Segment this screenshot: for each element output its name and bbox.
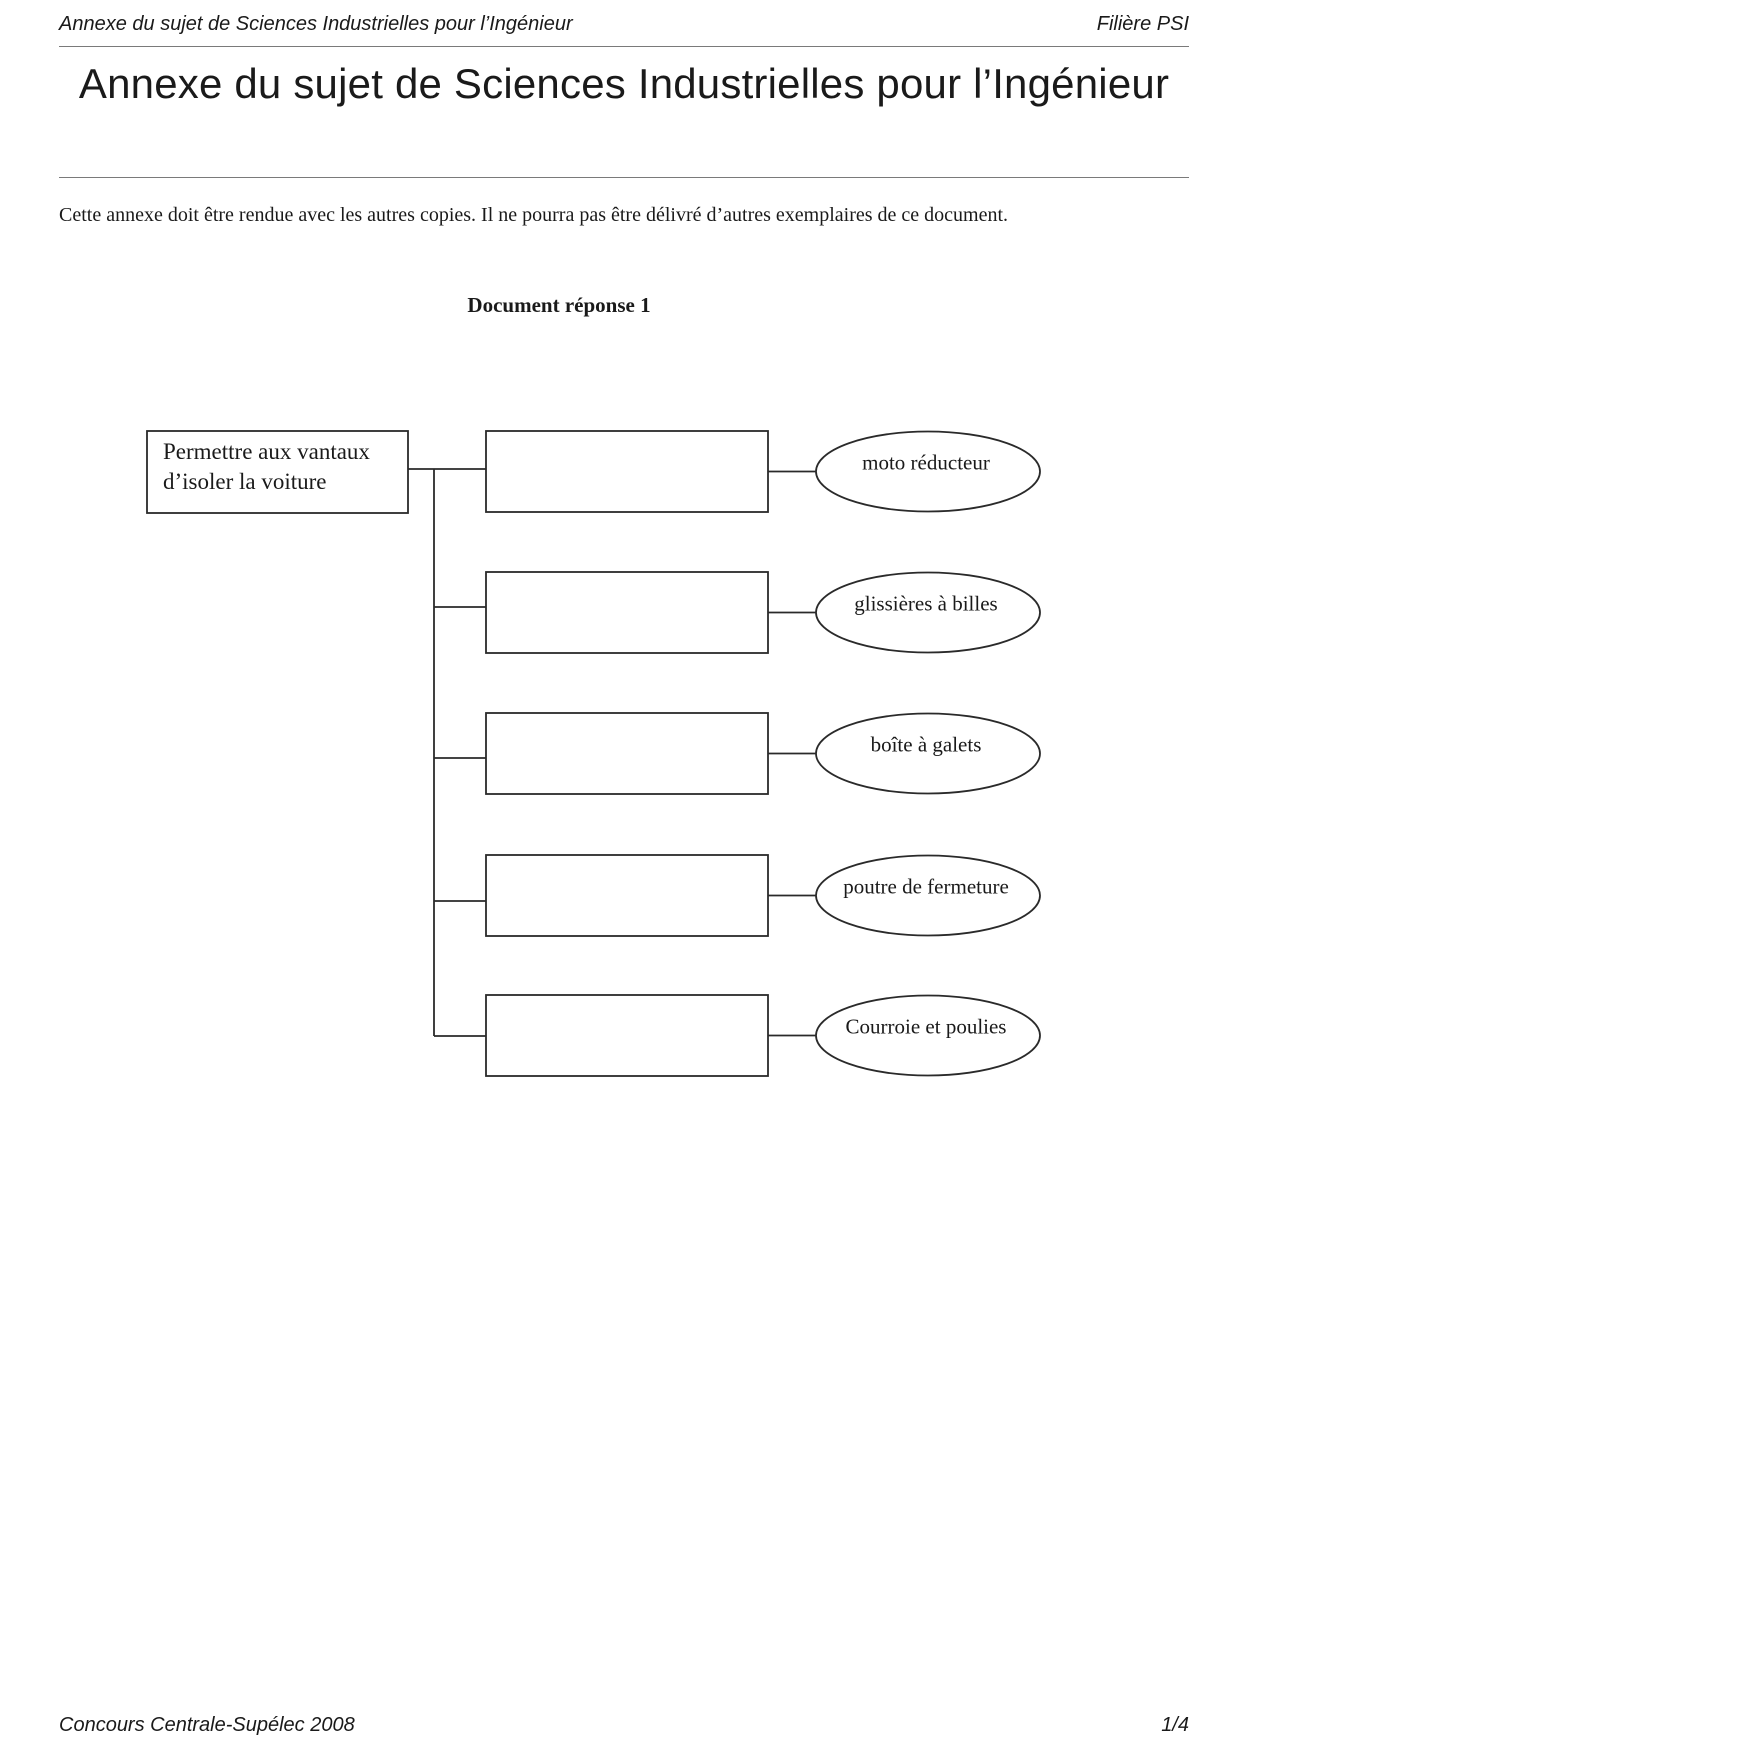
footer-right-text: 1/4 bbox=[1161, 1714, 1189, 1736]
answer-box-3[interactable] bbox=[486, 713, 768, 794]
solution-label: Courroie et poulies bbox=[845, 1014, 1007, 1039]
solution-label: glissières à billes bbox=[854, 591, 998, 616]
answer-box-4[interactable] bbox=[486, 855, 768, 936]
title-divider bbox=[59, 177, 1189, 178]
root-function-text: Permettre aux vantaux bbox=[163, 439, 370, 464]
page-title: Annexe du sujet de Sciences Industrielles pour l’Ingénieur bbox=[78, 60, 1170, 107]
answer-box-2[interactable] bbox=[486, 572, 768, 653]
document-heading: Document réponse 1 bbox=[467, 293, 651, 317]
header-right-text: Filière PSI bbox=[1096, 13, 1189, 35]
solution-label: moto réducteur bbox=[862, 450, 990, 475]
header-left-text: Annexe du sujet de Sciences Industrielles pour l’Ingénieur bbox=[59, 13, 573, 35]
answer-box-1[interactable] bbox=[486, 431, 768, 512]
solution-label: poutre de fermeture bbox=[843, 874, 1009, 899]
intro-paragraph: Cette annexe doit être rendue avec les autres copies. Il ne pourra pas être délivré d’autres exemplaires de ce document. bbox=[59, 204, 1009, 226]
root-function-text: d’isoler la voiture bbox=[163, 469, 327, 494]
footer-left-text: Concours Centrale-Supélec 2008 bbox=[59, 1714, 355, 1736]
solution-label: boîte à galets bbox=[870, 732, 982, 757]
answer-box-5[interactable] bbox=[486, 995, 768, 1076]
running-header bbox=[59, 10, 1189, 47]
